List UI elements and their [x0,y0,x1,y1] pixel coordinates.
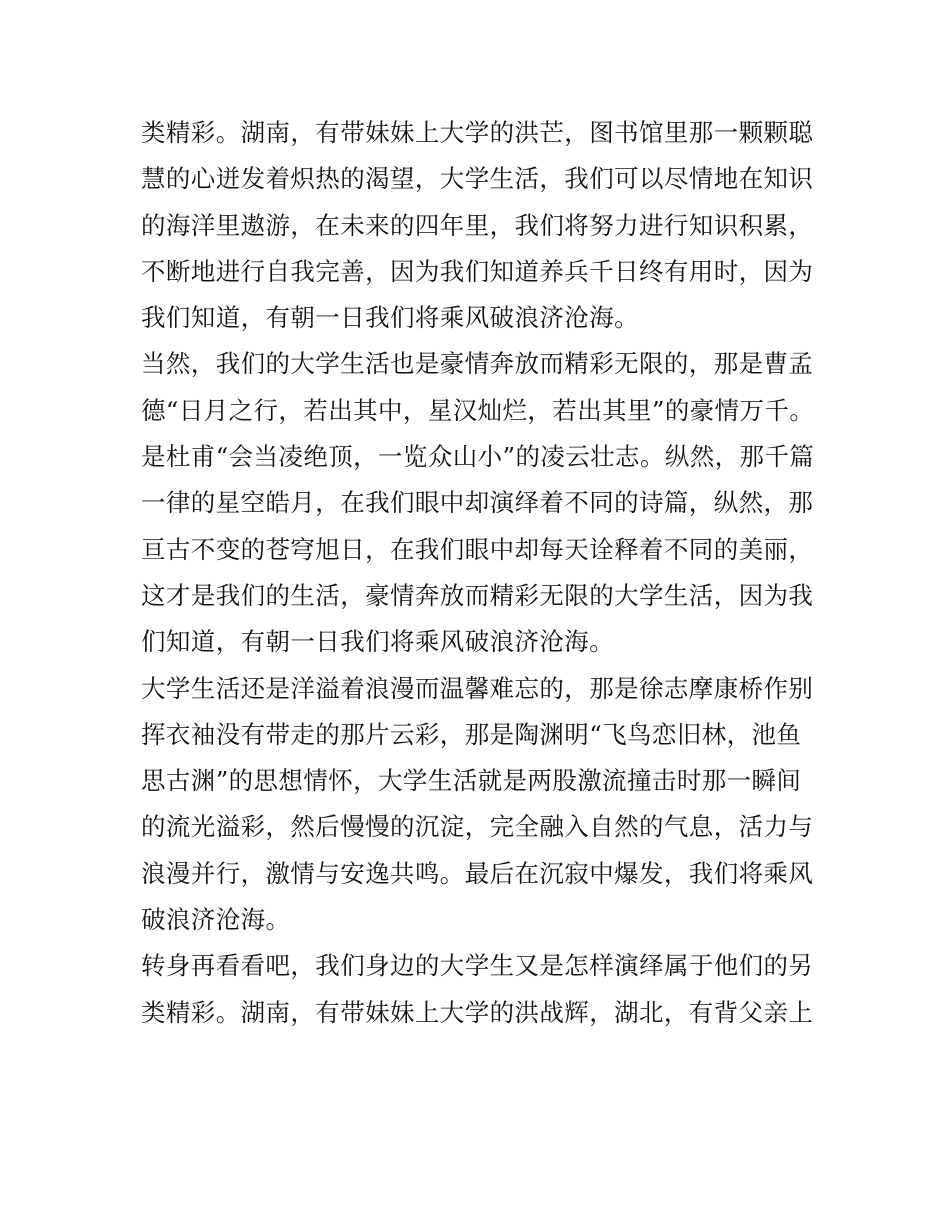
text-line: 破浪济沧海。 [141,905,291,935]
text-line: 德“日月之行，若出其中，星汉灿烂，若出其里”的豪情万千。 [141,395,815,425]
text-line: 转身再看看吧，我们身边的大学生又是怎样演绎属于他们的另 [141,951,814,981]
text-line: 类精彩。湖南，有带妹妹上大学的洪战辉，湖北，有背父亲上 [141,997,814,1027]
text-line: 类精彩。湖南，有带妹妹上大学的洪芒，图书馆里那一颗颗聪 [141,118,814,147]
text-line: 浪漫并行，激情与安逸共鸣。最后在沉寂中爆发，我们将乘风 [141,858,814,888]
body-text [141,110,831,1036]
text-line: 大学生活还是洋溢着浪漫而温馨难忘的，那是徐志摩康桥作别 [141,673,814,703]
text-line: 我们知道，有朝一日我们将乘风破浪济沧海。 [141,303,639,333]
text-line: 一律的星空皓月，在我们眼中却演绎着不同的诗篇，纵然，那 [141,488,814,518]
text-line: 这才是我们的生活，豪情奔放而精彩无限的大学生活，因为我 [141,580,814,610]
text-line: 当然，我们的大学生活也是豪情奔放而精彩无限的，那是曹孟 [141,349,814,379]
text-line: 的流光溢彩，然后慢慢的沉淀，完全融入自然的气息，活力与 [141,812,814,842]
text-line: 挥衣袖没有带走的那片云彩，那是陶渊明“飞鸟恋旧林，池鱼 [141,719,802,749]
text-line: 的海洋里遨游，在未来的四年里，我们将努力进行知识积累， [141,210,814,240]
text-line: 是杜甫“会当凌绝顶，一览众山小”的凌云壮志。纵然，那千篇 [141,442,815,472]
text-line: 亘古不变的苍穹旭日，在我们眼中却每天诠释着不同的美丽， [141,534,814,564]
text-line: 思古渊”的思想情怀，大学生活就是两股激流撞击时那一瞬间 [141,766,802,796]
text-line: 们知道，有朝一日我们将乘风破浪济沧海。 [141,627,615,657]
text-line: 慧的心迸发着炽热的渴望，大学生活，我们可以尽情地在知识 [141,164,814,194]
text-line: 不断地进行自我完善，因为我们知道养兵千日终有用时，因为 [141,256,814,286]
